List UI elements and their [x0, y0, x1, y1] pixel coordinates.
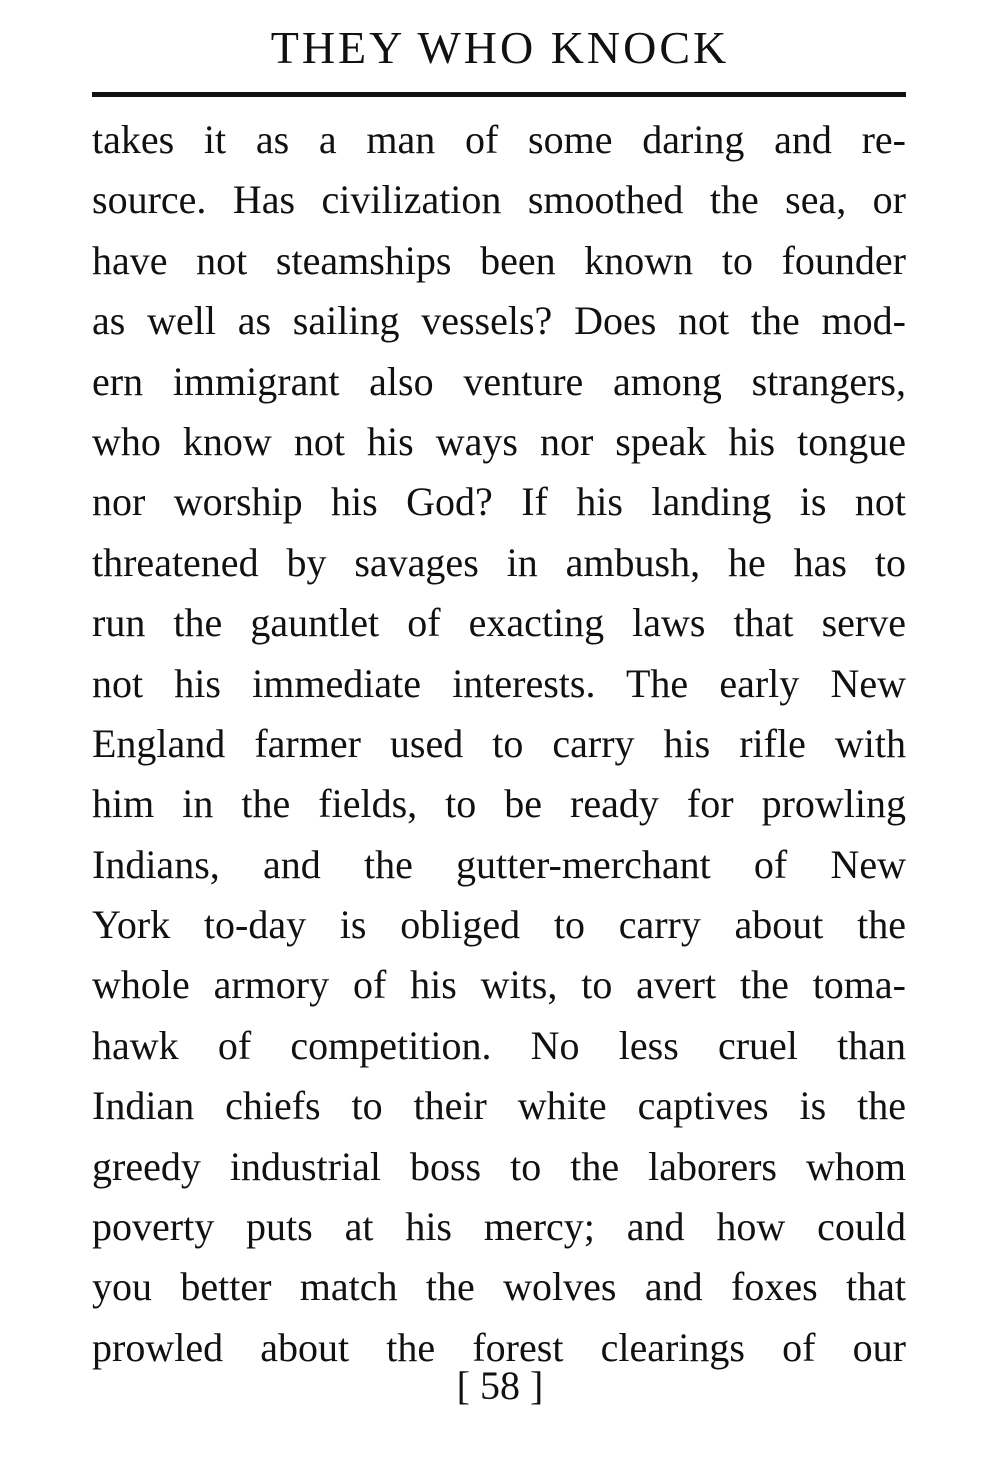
- text-line: England farmer used to carry his rifle with: [92, 720, 906, 766]
- text-line: hawk of competition. No less cruel than: [92, 1022, 906, 1068]
- body-text: [92, 110, 906, 1378]
- text-line: greedy industrial boss to the laborers whom: [92, 1143, 906, 1189]
- text-line: York to-day is obliged to carry about the: [92, 902, 906, 948]
- text-line: you better match the wolves and foxes that: [92, 1264, 906, 1310]
- text-line: takes it as a man of some daring and re-: [92, 117, 906, 162]
- text-line: who know not his ways nor speak his tongue: [92, 418, 906, 464]
- text-line: poverty puts at his mercy; and how could: [92, 1204, 906, 1250]
- text-line: not his immediate interests. The early New: [92, 660, 906, 706]
- text-line: have not steamships been known to founder: [92, 237, 906, 283]
- header-rule: [92, 92, 906, 97]
- text-line: him in the fields, to be ready for prowling: [92, 781, 906, 827]
- text-line: threatened by savages in ambush, he has to: [92, 539, 906, 585]
- text-line: whole armory of his wits, to avert the toma-: [92, 962, 906, 1008]
- text-line: prowled about the forest clearings of our: [92, 1324, 906, 1370]
- text-line: nor worship his God? If his landing is not: [92, 479, 906, 525]
- text-line: as well as sailing vessels? Does not the mod-: [92, 298, 906, 344]
- text-line: Indian chiefs to their white captives is the: [92, 1083, 906, 1129]
- text-line: source. Has civilization smoothed the sea, or: [92, 177, 906, 223]
- page-number: [ 58 ]: [456, 1363, 544, 1408]
- text-line: Indians, and the gutter-merchant of New: [92, 841, 906, 887]
- text-line: run the gauntlet of exacting laws that serve: [92, 600, 906, 646]
- text-line: ern immigrant also venture among strangers,: [92, 358, 906, 404]
- running-head: THEY WHO KNOCK: [270, 22, 730, 73]
